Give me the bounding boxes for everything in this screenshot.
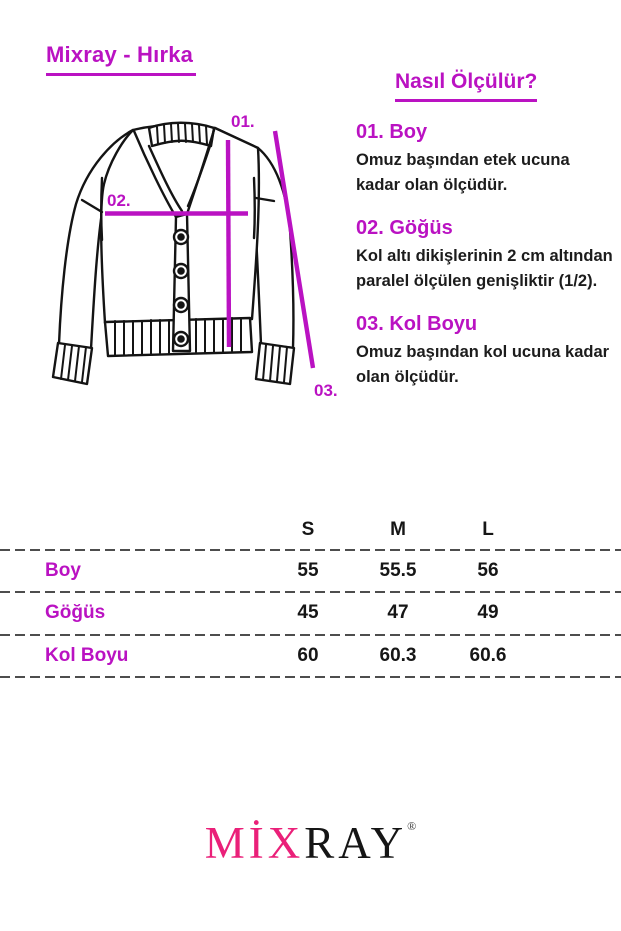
- howto-sections: [356, 119, 620, 407]
- measure-label-03: 03.: [314, 381, 338, 400]
- size-value: 47: [387, 602, 409, 623]
- howto-section-gogus: [356, 215, 620, 294]
- size-value: 60.3: [379, 644, 417, 666]
- howto-text-line: kadar olan ölçüdür.: [356, 176, 508, 194]
- registered-trademark-icon: ®: [407, 819, 417, 833]
- right-cuff: [256, 343, 294, 384]
- size-column-header: M: [390, 518, 406, 540]
- howto-text-line: olan ölçüdür.: [356, 368, 459, 386]
- row-label: Göğüs: [45, 602, 106, 623]
- size-value: 55: [297, 559, 319, 581]
- cardigan-measurement-diagram: [30, 100, 340, 410]
- howto-text-line: paralel ölçülen genişliktir (1/2).: [356, 272, 598, 290]
- size-value: 56: [477, 559, 499, 581]
- measure-label-01: 01.: [231, 112, 255, 131]
- logo-secondary-text: RAY: [304, 818, 408, 868]
- howto-title: Nasıl Ölçülür?: [395, 70, 537, 102]
- howto-text-line: Omuz başından kol ucuna kadar: [356, 343, 610, 361]
- howto-heading: 03. Kol Boyu: [356, 313, 478, 335]
- howto-heading: 02. Göğüs: [356, 217, 453, 239]
- size-value: 49: [477, 602, 499, 623]
- howto-heading: 01. Boy: [356, 121, 428, 143]
- howto-section-boy: [356, 119, 620, 198]
- row-label: Kol Boyu: [45, 644, 129, 666]
- size-value: 45: [297, 602, 319, 623]
- dashed-divider: [0, 676, 621, 678]
- size-table-header-row: [0, 510, 621, 549]
- logo-primary-text: MİX: [204, 818, 305, 868]
- howto-text-line: Omuz başından etek ucuna: [356, 151, 570, 169]
- howto-text-line: Kol altı dikişlerinin 2 cm altından: [356, 247, 613, 265]
- row-label: Boy: [45, 559, 81, 581]
- cardigan-illustration: [30, 100, 340, 410]
- page-title: Mixray - Hırka: [46, 42, 196, 76]
- size-column-header: S: [301, 518, 315, 540]
- measure-label-02: 02.: [107, 191, 131, 210]
- howto-section-kol-boyu: [356, 311, 620, 390]
- table-row: [0, 635, 621, 676]
- size-value: 60.6: [469, 644, 507, 666]
- size-value: 60: [297, 644, 319, 666]
- measure-line-boy: [228, 140, 229, 347]
- table-row: [0, 592, 621, 634]
- size-column-header: L: [482, 518, 494, 540]
- table-row: [0, 550, 621, 591]
- size-value: 55.5: [379, 559, 417, 581]
- brand-logo: [0, 820, 621, 866]
